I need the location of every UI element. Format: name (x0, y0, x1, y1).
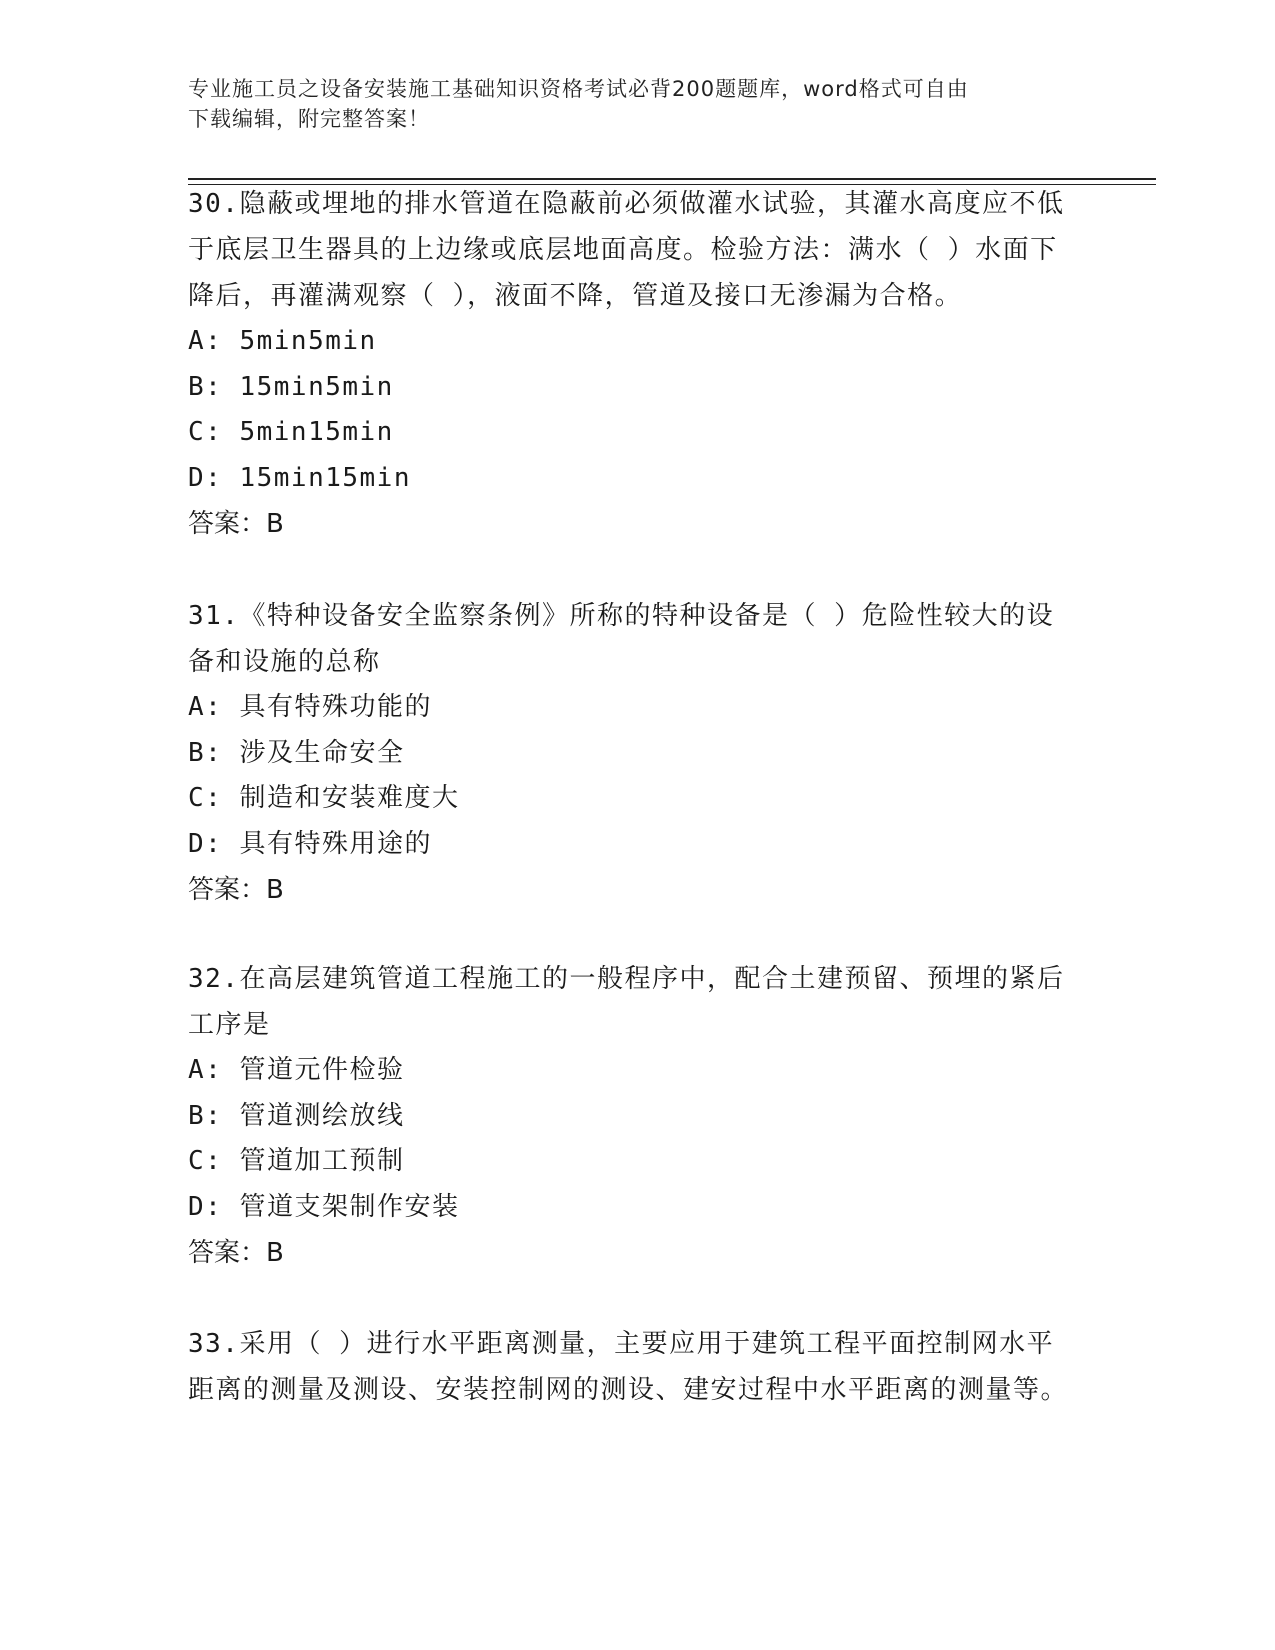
option-b: B: 管道测绘放线 (188, 1100, 405, 1131)
document-header (188, 74, 1088, 134)
option-b: B: 涉及生命安全 (188, 737, 405, 768)
question-stem: 32.在高层建筑管道工程施工的一般程序中，配合土建预留、预埋的紧后工序是 (188, 964, 1065, 1040)
option-c: C: 制造和安装难度大 (188, 783, 460, 813)
answer: 答案：B (188, 875, 284, 905)
question-30 (188, 181, 1078, 547)
option-d: D: 具有特殊用途的 (188, 828, 432, 859)
question-32 (188, 956, 1078, 1276)
answer: 答案：B (188, 1238, 284, 1268)
option-a: A: 具有特殊功能的 (188, 692, 432, 722)
question-stem: 30.隐蔽或埋地的排水管道在隐蔽前必须做灌水试验，其灌水高度应不低于底层卫生器具的上边缘或底层地面高度。检验方法：满水（ ）水面下降后，再灌满观察（ ），液面不降，管道及接口无渗漏为合格。 (188, 189, 1065, 311)
option-c: C: 5min15min (188, 417, 394, 447)
question-stem: 33.采用（ ）进行水平距离测量，主要应用于建筑工程平面控制网水平距离的测量及测设、安装控制网的测设、建安过程中水平距离的测量等。 (188, 1329, 1069, 1405)
option-d: D: 管道支架制作安装 (188, 1191, 460, 1222)
option-b: B: 15min5min (188, 371, 394, 402)
option-d: D: 15min15min (188, 462, 411, 493)
question-33 (188, 1321, 1078, 1413)
header-line-1: 专业施工员之设备安装施工基础知识资格考试必背200题题库，word格式可自由 (188, 77, 969, 101)
question-stem: 31.《特种设备安全监察条例》所称的特种设备是（ ）危险性较大的设备和设施的总称 (188, 601, 1055, 677)
question-31 (188, 593, 1078, 913)
option-a: A: 管道元件检验 (188, 1055, 405, 1085)
answer: 答案：B (188, 509, 284, 539)
option-a: A: 5min5min (188, 326, 377, 356)
option-c: C: 管道加工预制 (188, 1146, 405, 1176)
header-line-2: 下载编辑，附完整答案！ (188, 107, 430, 131)
